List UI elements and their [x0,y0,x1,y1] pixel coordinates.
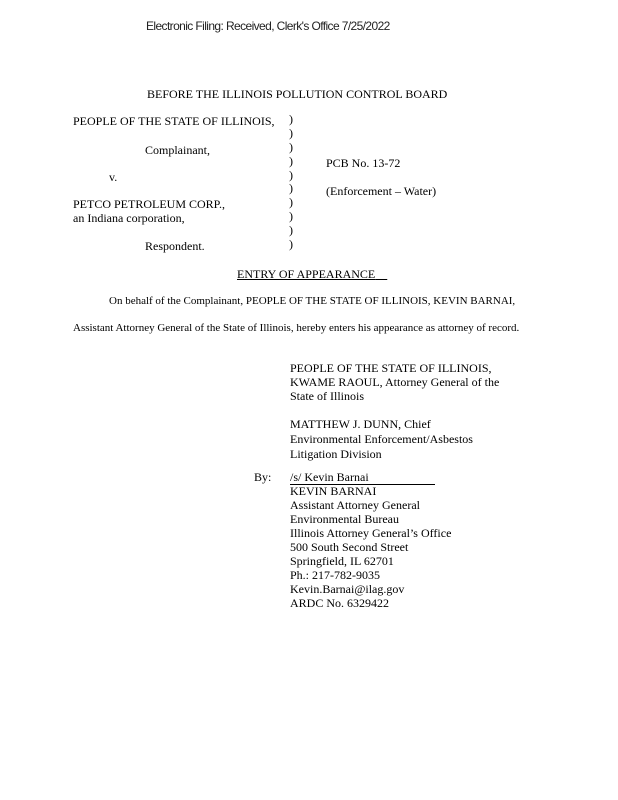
chief-line: MATTHEW J. DUNN, Chief [290,417,431,431]
attorney-line: Assistant Attorney General [290,498,420,512]
attorney-line: KEVIN BARNAI [290,484,377,498]
board-heading: BEFORE THE ILLINOIS POLLUTION CONTROL BOARD [147,87,448,101]
chief-line: Litigation Division [290,447,382,461]
respondent-description: an Indiana corporation, [73,211,185,225]
paren-mark: ) [289,195,293,210]
paren-mark: ) [289,112,293,126]
party-line: State of Illinois [290,389,364,403]
attorney-line: Ph.: 217-782-9035 [290,568,380,582]
paren-mark: ) [289,209,293,224]
paren-mark: ) [289,181,293,196]
caption-parentheses [289,113,293,252]
versus-label: v. [109,170,118,184]
paren-mark: ) [289,125,293,140]
by-label: By: [254,470,272,484]
signature: /s/ Kevin Barnai [290,471,435,485]
paren-mark: ) [289,139,293,154]
paren-mark: ) [289,153,293,168]
body-paragraph-line-1: On behalf of the Complainant, PEOPLE OF THE STATE OF ILLINOIS, KEVIN BARNAI, [109,295,516,307]
filing-stamp: Electronic Filing: Received, Clerk's Office 7/25/2022 [146,19,390,33]
attorney-line: Illinois Attorney General’s Office [290,526,452,540]
attorney-line: Springfield, IL 62701 [290,554,394,568]
attorney-line: 500 South Second Street [290,540,409,554]
case-number: PCB No. 13-72 [326,156,401,170]
complainant-role: Complainant, [145,143,210,157]
party-line: PEOPLE OF THE STATE OF ILLINOIS, [290,361,492,375]
attorney-line: ARDC No. 6329422 [290,596,390,610]
chief-line: Environmental Enforcement/Asbestos [290,432,473,446]
party-line: KWAME RAOUL, Attorney General of the [290,375,500,389]
body-paragraph-line-2: Assistant Attorney General of the State of Illinois, hereby enters his appearance as attorney of record. [73,322,520,334]
paren-mark: ) [289,237,293,252]
respondent-role: Respondent. [145,239,205,253]
complainant-name: PEOPLE OF THE STATE OF ILLINOIS, [73,114,275,128]
document-title [237,267,387,281]
document-title-text: ENTRY OF APPEARANCE [237,267,376,281]
attorney-line: Environmental Bureau [290,512,399,526]
signature-line [290,470,435,485]
attorney-email[interactable]: Kevin.Barnai@ilag.gov [290,582,405,596]
respondent-name: PETCO PETROLEUM CORP., [73,197,226,211]
paren-mark: ) [289,167,293,182]
case-type: (Enforcement – Water) [326,184,437,198]
paren-mark: ) [289,223,293,238]
